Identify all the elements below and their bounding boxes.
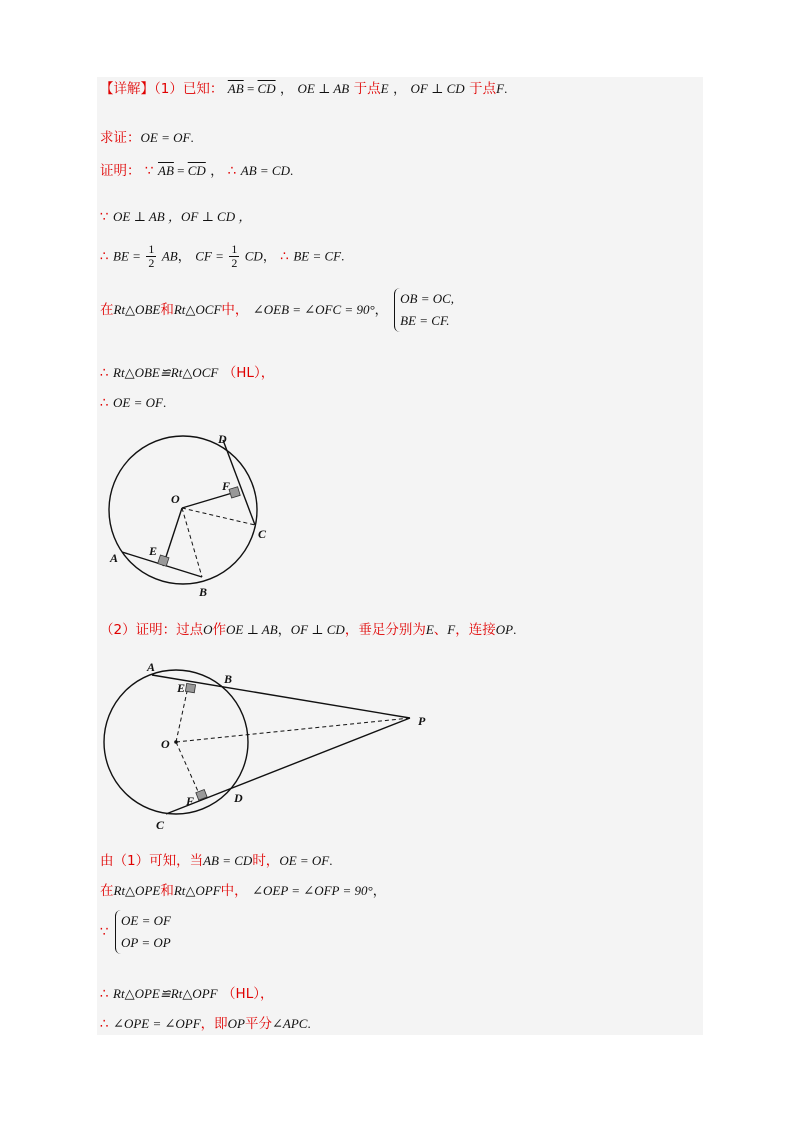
equation-system-1 <box>394 288 454 332</box>
oe-perp-ab: OE ⊥ AB <box>297 81 350 96</box>
label-f: F <box>222 479 231 493</box>
therefore-symbol: ∴ <box>227 163 237 179</box>
foot-text: ，垂足分别为 <box>344 622 426 638</box>
middle-word: 中， <box>221 302 249 318</box>
label-c: C <box>258 527 267 541</box>
proof-line-1: 证明： ∵ $\overline{AB} = \overline{CD}$ ， ∴ AB = CD. <box>100 163 294 179</box>
equation-system-2 <box>115 910 171 954</box>
from1-text: 由（1）可知，当 <box>100 853 204 869</box>
given-line: 【详解】（1）已知： $\overline{AB} = \overline{CD}$ ， OE ⊥ AB 于点E ， OF ⊥ CD 于点F. <box>100 81 508 97</box>
tri-ope: Rt△OPE <box>113 883 161 898</box>
and-word-2: 和 <box>160 883 174 899</box>
therefore-symbol: ∴ <box>100 395 109 411</box>
therefore-symbol: ∴ <box>100 1016 109 1032</box>
label-d: D <box>218 432 227 446</box>
part2-line-1: （2）证明：过点O作OE ⊥ AB，OF ⊥ CD，垂足分别为E、F，连接OP. <box>100 622 517 638</box>
point-f-2: F <box>447 622 456 637</box>
part2-line-5 <box>100 983 273 1005</box>
segment-oe-dashed <box>176 687 188 742</box>
in-word: 在 <box>100 302 114 318</box>
hl-reason-2: （HL）， <box>222 986 274 1002</box>
label-e2: E <box>177 681 186 695</box>
prove-label: 求证： <box>100 130 141 146</box>
proof-line-5 <box>100 362 274 384</box>
ab-eq-cd-2: AB = CD <box>203 853 253 868</box>
sys2-line-b: OP = OP <box>121 935 171 950</box>
foot-f-text: 于点 <box>469 81 497 97</box>
because-symbol: ∵ <box>100 209 109 225</box>
because-symbol: ∵ <box>144 163 154 179</box>
proof-line-2 <box>100 206 251 228</box>
sys1-line-a: OB = OC, <box>400 291 455 306</box>
congruence-1: Rt△OBE≌Rt△OCF <box>113 365 219 380</box>
proof-line-3: ∴ BE = $\frac{1}{2}$ AB， CF = $\frac{1}{2}$ CD， ∴ BE = CF. <box>100 242 345 270</box>
angle-equality-1: ∠OEB = ∠OFC = 90° <box>252 302 375 317</box>
make-word: 作 <box>212 622 226 638</box>
of-perp-cd: OF ⊥ CD <box>410 81 465 96</box>
figure-1-circle-diagram <box>100 425 270 600</box>
prove-line: 求证：OE = OF. <box>100 130 194 146</box>
that-is-word: ，即 <box>200 1016 228 1032</box>
point-f: F <box>496 81 505 96</box>
proof-line-6: ∴ OE = OF. <box>100 395 167 411</box>
proof-label: 证明： <box>100 163 141 179</box>
prove-expr: OE = OF <box>140 130 191 145</box>
secant-ap <box>152 675 410 718</box>
label-p: P <box>418 714 426 728</box>
right-angle-mark-e <box>158 555 169 566</box>
hl-reason: （HL）， <box>222 365 275 381</box>
label-o2: O <box>161 737 170 751</box>
arc-ab: $\overline{AB}$ <box>227 81 244 96</box>
oe-perp-ab-2: OE ⊥ AB <box>225 622 278 637</box>
label-d2: D <box>234 791 243 805</box>
figure-2-circle-diagram <box>100 655 440 835</box>
arc-cd-2: $\overline{CD}$ <box>187 163 206 178</box>
conclusion-1: OE = OF <box>113 395 163 410</box>
sys2-line-a: OE = OF <box>121 913 171 928</box>
be-eq-cf: BE = CF <box>293 248 342 264</box>
segment-ob <box>182 508 202 577</box>
cf-rhs: CD <box>244 248 263 264</box>
label-a: A <box>110 551 119 565</box>
label-c2: C <box>156 818 165 832</box>
half-fraction-2: $\frac{1}{2}$ <box>231 242 238 270</box>
arc-cd: $\overline{CD}$ <box>257 81 276 96</box>
foot-e-text: 于点 <box>353 81 381 97</box>
part2-line-2: 由（1）可知，当AB = CD时，OE = OF. <box>100 853 333 869</box>
half-fraction: $\frac{1}{2}$ <box>148 242 155 270</box>
segment-oc <box>182 508 255 525</box>
proof-line-4: 在Rt△OBE和Rt△OCF中， ∠OEB = ∠OFC = 90°， OB = OC, BE = CF. <box>100 288 454 332</box>
connect-text: ，连接 <box>455 622 496 638</box>
secant-cp <box>166 718 410 814</box>
point-o: O <box>203 622 213 637</box>
part2-line-3: 在Rt△OPE和Rt△OPF中， ∠OEP = ∠OFP = 90°， <box>100 883 386 899</box>
arc-ab-2: $\overline{AB}$ <box>158 163 174 178</box>
because-symbol: ∵ <box>100 924 109 940</box>
middle-word-2: 中， <box>220 883 248 899</box>
tri-opf: Rt△OPF <box>173 883 221 898</box>
label-f2: F <box>186 794 195 808</box>
in-word-2: 在 <box>100 883 114 899</box>
ab-eq-cd: AB = CD <box>240 163 290 178</box>
tri-obe: Rt△OBE <box>113 302 161 317</box>
angle-conclusion: ∠OPE = ∠OPF <box>113 1016 201 1031</box>
segment-op-dashed <box>176 718 410 742</box>
tri-ocf: Rt△OCF <box>173 302 222 317</box>
part2-line-4 <box>100 910 171 954</box>
and-word: 和 <box>160 302 174 318</box>
segment-op: OP <box>495 622 514 637</box>
segment-of-dashed <box>176 742 201 798</box>
right-angle-mark-e2 <box>185 683 195 692</box>
therefore-symbol: ∴ <box>100 365 109 381</box>
right-angle-mark-f <box>229 487 240 498</box>
part2-line-6: ∴ ∠OPE = ∠OPF，即OP平分∠APC. <box>100 1016 311 1032</box>
of-perp-cd-2: OF ⊥ CD <box>290 622 345 637</box>
label-a2: A <box>147 660 156 674</box>
segment-op-2: OP <box>227 1016 245 1031</box>
label-o: O <box>171 492 180 506</box>
point-e: E <box>380 81 389 96</box>
label-e: E <box>149 544 158 558</box>
bisect-word: 平分 <box>245 1016 272 1032</box>
part2-lead: （2）证明：过点 <box>100 622 204 638</box>
sys1-line-b: BE = CF. <box>400 313 450 328</box>
be-rhs: AB <box>161 248 178 264</box>
given-lead: 【详解】（1）已知： <box>100 81 224 97</box>
be-lhs: BE = <box>113 248 141 264</box>
label-b2: B <box>224 672 233 686</box>
center-point-o <box>174 740 178 744</box>
cf-lhs: CF = <box>195 248 224 264</box>
therefore-symbol: ∴ <box>100 248 109 265</box>
congruence-2: Rt△OPE≌Rt△OPF <box>113 986 218 1001</box>
oe-eq-of: OE = OF <box>279 853 330 868</box>
point-e-2: E <box>425 622 434 637</box>
when-word: 时， <box>252 853 280 869</box>
perp-statement: OE ⊥ AB ，OF ⊥ CD ， <box>113 209 252 224</box>
angle-apc: ∠APC <box>272 1016 308 1031</box>
therefore-symbol: ∴ <box>280 248 289 265</box>
angle-equality-2: ∠OEP = ∠OFP = 90° <box>252 883 373 898</box>
label-b: B <box>199 585 208 599</box>
therefore-symbol: ∴ <box>100 986 109 1002</box>
